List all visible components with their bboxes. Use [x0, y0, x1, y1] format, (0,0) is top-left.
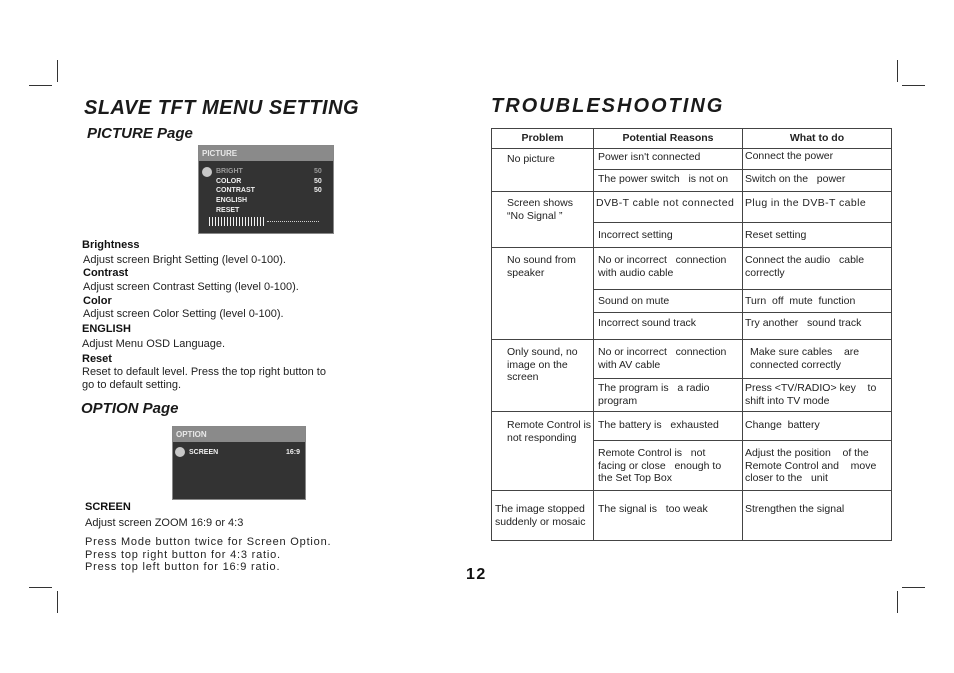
option-osd-header: [173, 427, 305, 442]
column-header-problem: Problem: [492, 129, 594, 149]
osd-value-color: 50: [314, 178, 322, 185]
action-text: Make sure cables are connected correctly: [750, 346, 863, 371]
action-cell: [743, 379, 892, 412]
reason-cell: [594, 412, 743, 441]
option-osd-screen: [172, 426, 306, 500]
crop-mark: [897, 591, 898, 613]
osd-item-english: ENGLISH: [216, 197, 248, 204]
action-cell: [743, 441, 892, 491]
option-osd-header-text: OPTION: [176, 430, 207, 439]
action-text: Connect the power: [745, 150, 834, 162]
reason-text: Power isn't connected: [598, 151, 701, 163]
crop-mark: [897, 60, 898, 82]
table-row: [492, 248, 892, 290]
action-text: Plug in the DVB-T cable: [745, 197, 867, 209]
reason-cell: [594, 223, 743, 248]
crop-mark: [29, 85, 52, 86]
note-line: Press top right button for 4:3 ratio.: [85, 549, 281, 561]
crop-mark: [57, 591, 58, 613]
problem-cell: [492, 192, 594, 248]
action-text: Connect the audio cable correctly: [745, 254, 868, 279]
table-row: [492, 491, 892, 541]
osd-level-bar: [209, 217, 265, 226]
problem-cell: [492, 149, 594, 192]
reason-text: No or incorrect connection with AV cable: [598, 346, 730, 371]
crop-mark: [57, 60, 58, 82]
reason-text: The program is a radio program: [598, 382, 713, 407]
crop-mark: [902, 587, 925, 588]
problem-text: The image stopped suddenly or mosaic: [495, 503, 586, 528]
crop-mark: [902, 85, 925, 86]
reason-text: The signal is too weak: [598, 503, 708, 515]
setting-desc-contrast: Adjust screen Contrast Setting (level 0-100).: [83, 281, 299, 293]
note-line: Press Mode button twice for Screen Option.: [85, 536, 332, 548]
page-number: 12: [466, 566, 487, 583]
picture-osd-screen: [198, 145, 334, 234]
osd-item-color: COLOR: [216, 178, 242, 185]
reason-text: Incorrect setting: [598, 229, 673, 241]
problem-text: No picture: [507, 153, 555, 165]
action-cell: [743, 340, 892, 379]
action-text: Press <TV/RADIO> key to shift into TV mode: [745, 382, 880, 407]
setting-desc-color: Adjust screen Color Setting (level 0-100).: [83, 308, 284, 320]
osd-value-bright: 50: [314, 168, 322, 175]
action-cell: [743, 192, 892, 223]
problem-text: No sound from speaker: [507, 254, 576, 279]
setting-desc-reset: Reset to default level. Press the top right button to go to default setting.: [82, 366, 326, 391]
action-text: Change battery: [745, 419, 820, 431]
reason-cell: [594, 170, 743, 192]
reason-text: Remote Control is not facing or close enough to the Set Top Box: [598, 447, 725, 484]
action-cell: [743, 248, 892, 290]
reason-cell: [594, 340, 743, 379]
setting-label-contrast: Contrast: [83, 267, 129, 279]
osd-item-screen: SCREEN: [189, 449, 219, 456]
crop-mark: [29, 587, 52, 588]
action-cell: [743, 412, 892, 441]
column-header-action: What to do: [743, 129, 892, 149]
table-row: [492, 412, 892, 441]
action-text: Adjust the position of the Remote Control and move closer to the unit: [745, 447, 880, 484]
reason-text: The power switch is not on: [598, 173, 729, 185]
table-row: [492, 340, 892, 379]
option-page-heading: OPTION Page: [81, 400, 179, 417]
osd-item-contrast: CONTRAST: [216, 187, 255, 194]
table-row: [492, 192, 892, 223]
action-cell: [743, 491, 892, 541]
osd-item-reset: RESET: [216, 207, 240, 214]
osd-level-track: [267, 221, 319, 222]
problem-text: Only sound, no image on the screen: [507, 346, 578, 383]
screen-label: SCREEN: [85, 501, 131, 513]
reason-text: Incorrect sound track: [598, 317, 697, 329]
problem-cell: [492, 491, 594, 541]
action-text: Try another sound track: [745, 317, 862, 329]
action-text: Turn off mute function: [745, 295, 856, 307]
table-row: [492, 149, 892, 170]
reason-cell: [594, 441, 743, 491]
troubleshooting-table: [491, 128, 892, 541]
setting-desc-brightness: Adjust screen Bright Setting (level 0-100).: [83, 254, 286, 266]
action-cell: [743, 290, 892, 313]
osd-value-contrast: 50: [314, 187, 322, 194]
reason-cell: [594, 379, 743, 412]
right-title: TROUBLESHOOTING: [491, 95, 725, 117]
action-cell: [743, 223, 892, 248]
reason-cell: [594, 313, 743, 340]
action-cell: [743, 149, 892, 170]
picture-osd-header: [199, 146, 333, 161]
picture-osd-header-text: PICTURE: [202, 149, 238, 158]
column-header-reasons: Potential Reasons: [594, 129, 743, 149]
problem-cell: [492, 248, 594, 340]
action-text: Strengthen the signal: [745, 503, 845, 515]
problem-text: Screen shows “No Signal ”: [507, 197, 573, 222]
osd-value-screen: 16:9: [286, 449, 301, 456]
osd-item-bright: BRIGHT: [216, 168, 243, 175]
reason-text: Sound on mute: [598, 295, 670, 307]
note-line: Press top left button for 16:9 ratio.: [85, 561, 281, 573]
setting-desc-english: Adjust Menu OSD Language.: [82, 338, 226, 350]
reason-cell: [594, 192, 743, 223]
table-header-row: [492, 129, 892, 149]
reason-text: The battery is exhausted: [598, 419, 719, 431]
setting-label-brightness: Brightness: [82, 239, 140, 251]
problem-cell: [492, 412, 594, 491]
problem-text: Remote Control is not responding: [507, 419, 592, 444]
screen-desc: Adjust screen ZOOM 16:9 or 4:3: [85, 517, 244, 529]
reason-cell: [594, 149, 743, 170]
reason-cell: [594, 491, 743, 541]
setting-label-reset: Reset: [82, 353, 112, 365]
action-text: Switch on the power: [745, 173, 846, 185]
setting-label-color: Color: [83, 295, 112, 307]
action-cell: [743, 313, 892, 340]
left-title: SLAVE TFT MENU SETTING: [84, 97, 360, 119]
reason-text: No or incorrect connection with audio cable: [598, 254, 730, 279]
action-cell: [743, 170, 892, 192]
option-settings-icon: [175, 447, 185, 457]
problem-cell: [492, 340, 594, 412]
action-text: Reset setting: [745, 229, 807, 241]
picture-settings-icon: [202, 167, 212, 177]
setting-label-english: ENGLISH: [82, 323, 131, 335]
reason-cell: [594, 248, 743, 290]
reason-text: DVB-T cable not connected: [596, 197, 735, 209]
reason-cell: [594, 290, 743, 313]
picture-page-heading: PICTURE Page: [87, 125, 193, 142]
